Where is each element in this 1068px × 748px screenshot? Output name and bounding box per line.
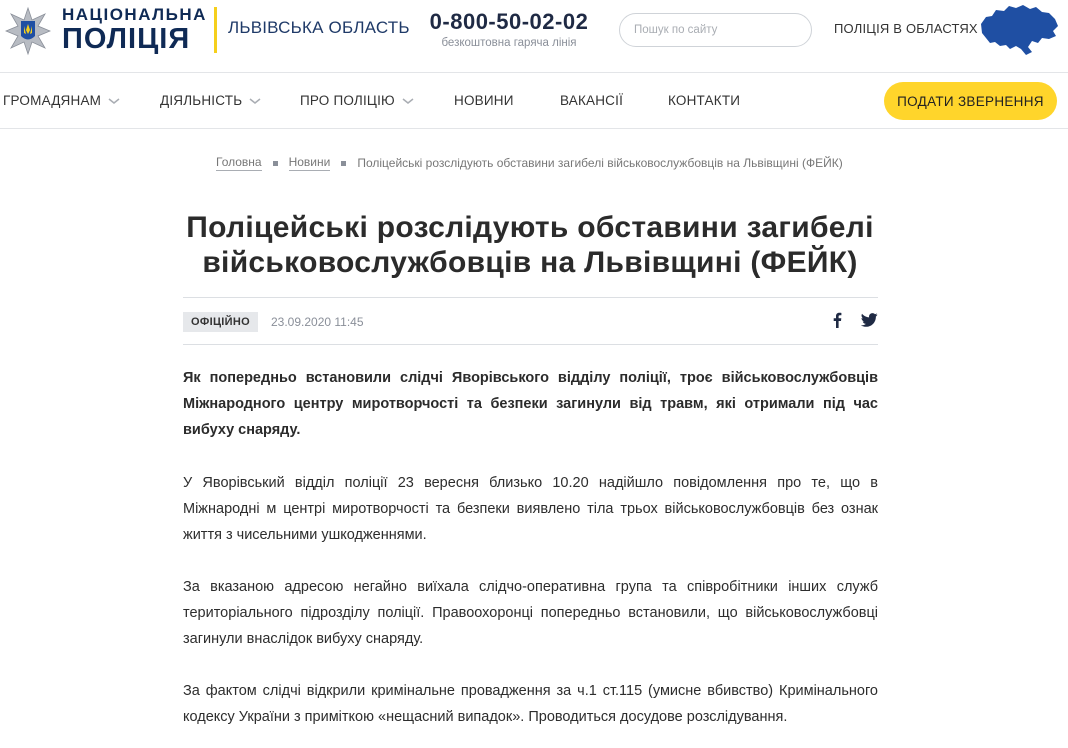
article-body [183, 365, 878, 748]
article-title [150, 210, 910, 280]
twitter-share-icon[interactable] [861, 313, 878, 327]
nav-item-label: ГРОМАДЯНАМ [3, 93, 102, 108]
police-emblem-icon[interactable] [5, 6, 51, 56]
breadcrumb [216, 155, 843, 171]
logo-divider [214, 7, 217, 53]
article-lead: Як попередньо встановили слідчі Яворівського відділу поліції, троє військовослужбовців Міжнародного центру миротворчості та безпеки загинули від травм, які отримали під час вибуху снаряду. [183, 370, 878, 438]
nav-item-label: ДІЯЛЬНІСТЬ [160, 93, 243, 108]
article-paragraph: У Яворівський відділ поліції 23 вересня близько 10.20 надійшло повідомлення про те, що в Міжнародні м центрі миротворчості та безпеки виявлено тіла трьох військовослужбовців без ознак життя з чисельними ушкодженнями. [183, 475, 878, 543]
search-input[interactable] [619, 13, 812, 47]
nav-item-label: ПРО ПОЛІЦІЮ [300, 93, 395, 108]
hotline-number[interactable]: 0-800-50-02-02 [429, 9, 589, 34]
nav-item-citizens[interactable] [3, 93, 121, 108]
hotline-caption: безкоштовна гаряча лінія [441, 37, 577, 49]
ukraine-map-icon[interactable] [978, 2, 1060, 58]
article-title-line2: військовослужбовців на Львівщині (ФЕЙК) [202, 246, 858, 279]
site-header [0, 0, 1068, 72]
hotline [424, 9, 594, 49]
breadcrumb-separator [341, 161, 346, 166]
breadcrumb-separator [273, 161, 278, 166]
chevron-down-icon [107, 96, 121, 106]
facebook-share-icon[interactable] [831, 312, 843, 328]
nav-item-contacts[interactable] [668, 93, 740, 108]
chevron-down-icon [248, 96, 262, 106]
chevron-down-icon [401, 96, 415, 106]
breadcrumb-current: Поліцейські розслідують обставини загибелі військовослужбовців на Львівщині (ФЕЙК) [357, 156, 843, 170]
nav-item-label: ВАКАНСІЇ [560, 93, 624, 108]
nav-item-news[interactable] [454, 93, 514, 108]
logo-title-top: НАЦІОНАЛЬНА [62, 5, 207, 24]
region-name: ЛЬВІВСЬКА ОБЛАСТЬ [228, 18, 410, 37]
nav-item-label: НОВИНИ [454, 93, 514, 108]
nav-item-label: КОНТАКТИ [668, 93, 741, 108]
regions-link[interactable]: ПОЛІЦІЯ В ОБЛАСТЯХ [834, 21, 978, 36]
logo-title-bottom: ПОЛІЦІЯ [62, 23, 191, 55]
nav-divider [0, 128, 1068, 129]
meta-top-rule [183, 297, 878, 298]
breadcrumb-news[interactable]: Новини [288, 155, 331, 169]
nav-item-vacancies[interactable] [560, 93, 623, 108]
submit-appeal-button[interactable]: ПОДАТИ ЗВЕРНЕННЯ [884, 82, 1057, 120]
publish-date: 23.09.2020 11:45 [271, 315, 364, 329]
breadcrumb-home[interactable]: Головна [216, 155, 262, 169]
article-title-line1: Поліцейські розслідують обставини загибелі [186, 211, 874, 244]
nav-item-activity[interactable] [160, 93, 262, 108]
nav-item-about[interactable] [300, 93, 415, 108]
meta-bottom-rule [183, 344, 878, 345]
article-paragraph: За фактом слідчі відкрили кримінальне провадження за ч.1 ст.115 (умисне вбивство) Кримінального кодексу України з приміткою «нещасний випадок». Проводиться досудове розслідування. [183, 683, 878, 725]
logo-wordmark[interactable] [62, 6, 207, 54]
official-badge: ОФІЦІЙНО [183, 312, 258, 332]
article-paragraph: За вказаною адресою негайно виїхала слідчо-оперативна група та співробітники інших служб територіального підрозділу поліції. Правоохоронці попередньо встановили, що військовослужбовці загинули внаслідок вибуху снаряду. [183, 579, 878, 647]
